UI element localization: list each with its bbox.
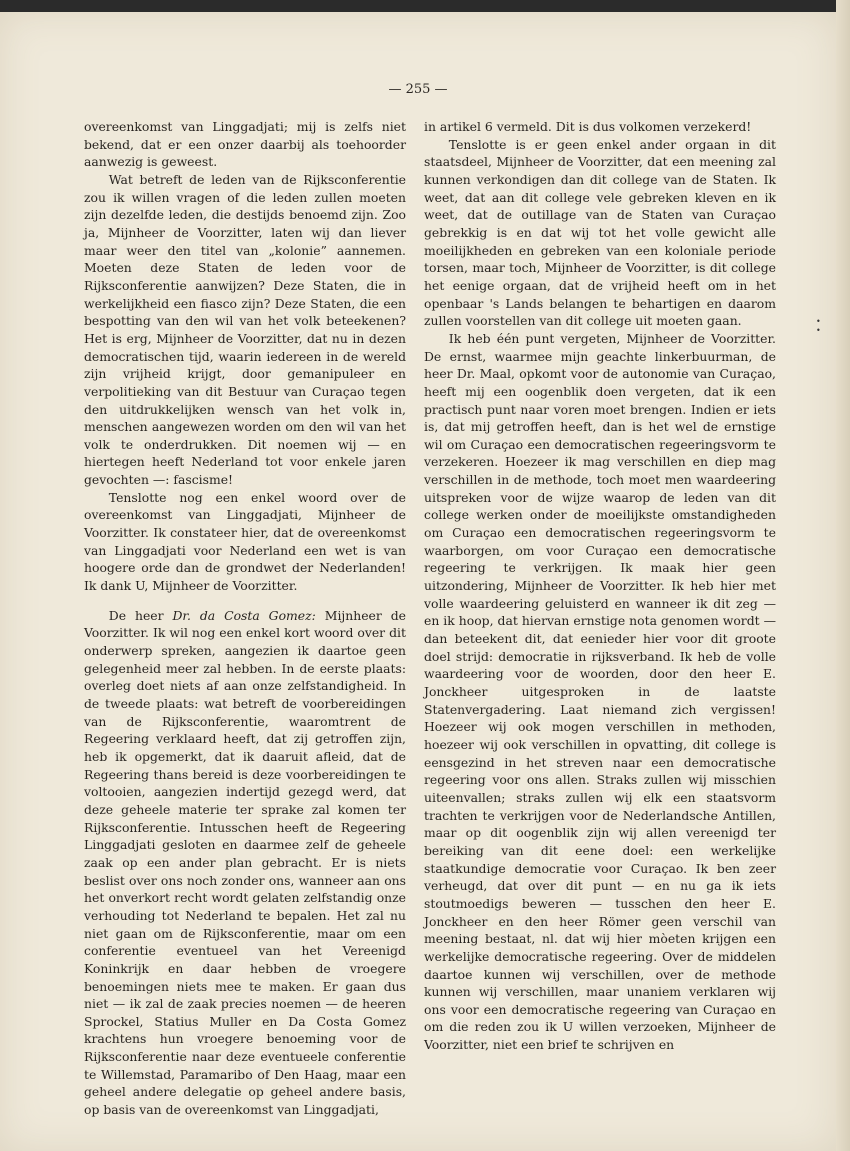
paragraph: Wat betreft de leden van de Rijksconferentie zou ik willen vragen of die leden zullen moeten zijn dezelfde leden, die destijds benoemd zijn. Zoo ja, Mijnheer de Voorzitter, laten wij dan liever maar weer den titel van „kolonie” aannemen. Moeten deze Staten de leden voor de Rijksconferentie aanwijzen? Deze Staten, die in werkelijkheid een fiasco zijn? Deze Staten, die een bespotting van den wil van het volk beteekenen? Het is erg, Mijnheer de Voorzitter, dat nu in dezen democratischen tijd, waarin iedereen in de wereld zijn vrijheid krijgt, door gemanipuleer en verpolitieking van dit Bestuur van Curaçao tegen den uitdrukkelijken wensch van het volk in, menschen aangewezen worden om den wil van het volk te onderdrukken. Dit noemen wij — en hiertegen heeft Nederland tot voor enkele jaren gevochten —: fascisme!: [84, 171, 406, 488]
right-column: [424, 118, 776, 1054]
paragraph: overeenkomst van Linggadjati; mij is zelfs niet bekend, dat er een onzer daarbij als toehoorder aanwezig is geweest.: [84, 119, 406, 170]
speaker-intro: De heer: [108, 607, 173, 623]
page-edge: [836, 0, 850, 1151]
paragraph: Ik heb één punt vergeten, Mijnheer de Voorzitter. De ernst, waarmee mijn geachte linkerbuurman, de heer Dr. Maal, opkomt voor de autonomie van Curaçao, heeft mij een oogenblik doen vergeten, dat ik een practisch punt naar voren moet brengen. Indien er iets is, dat mij getroffen heeft, dan is het wel de ernstige wil om Curaçao een democratischen regeeringsvorm te verzekeren. Hoezeer ik mag verschillen en diep mag verschillen in de methode, toch moet men waardeering uitspreken voor de wijze waarop de leden van dit college werken onder de moeilijkste omstandigheden om Curaçao een democratischen regeeringsvorm te waarborgen, om voor Curaçao een democratische regeering te verkrijgen. Ik maak hier geen uitzondering, Mijnheer de Voorzitter. Ik heb hier met volle waardeering geluisterd en wanneer ik dit zeg — en ik hoop, dat hiervan ernstige nota genomen wordt — dan beteekent dit, dat eenieder hier voor dit groote doel strijd: democratie in rijksverband. Ik heb de volle waardeering voor de woorden, door den heer E. Jonckheer uitgesproken in de laatste Statenvergadering. Laat niemand zich vergissen! Hoezeer wij ook mogen verschillen in methoden, hoezeer wij ook verschillen in opvatting, dit college is eensgezind in het streven naar een democratische regeering voor ons allen. Straks zullen wij misschien uiteenvallen; straks zullen wij elk een staatsvorm trachten te verkrijgen voor de Nederlandsche Antillen, maar op dit oogenblik zijn wij allen vereenigd ter bereiking van dit eene doel: een werkelijke staatkundige democratie voor Curaçao. Ik ben zeer verheugd, dat over dit punt — en nu ga ik iets stoutmoedigs beweren — tusschen den heer E. Jonckheer en den heer Römer geen verschil van meening bestaat, nl. dat wij hier mòeten krijgen een werkelijke democratische regeering. Over de middelen daartoe kunnen wij verschillen, over de methode kunnen wij verschillen, maar unaniem verklaren wij ons voor een democratische regeering van Curaçao en om die reden zou ik U willen verzoeken, Mijnheer de Voorzitter, niet een brief te schrijven en: [424, 330, 776, 1053]
left-column: [84, 118, 406, 1119]
document-page: [0, 12, 836, 1151]
speaker-text: Mijnheer de Voorzitter. Ik wil nog een enkel kort woord over dit onderwerp spreken, aangezien ik daartoe geen gelegenheid meer zal hebben. In de eerste plaats: overleg doet niets af aan onze zelfstandigheid. In de tweede plaats: wat betreft de voorbereidingen van de Rijksconferentie, waaromtrent de Regeering verklaard heeft, dat zij getroffen zijn, heb ik opgemerkt, dat ik daaruit afleid, dat de Regeering thans bereid is deze voorbereidingen te voltooien, aangezien indertijd gezegd werd, dat deze geheele materie ter sprake zal komen ter Rijksconferentie. Intusschen heeft de Regeering Linggadjati gesloten en daarmee zelf de geheele zaak op een ander plan gebracht. Er is niets beslist over ons noch zonder ons, wanneer aan ons het onverkort recht wordt gelaten zelfstandig onze verhouding tot Nederland te bepalen. Het zal nu niet gaan om de Rijksconferentie, maar om een conferentie eventueel van het Vereenigd Koninkrijk en daar hebben de vroegere benoemingen niets mee te maken. Er gaan dus niet — ik zal de zaak precies noemen — de heeren Sprockel, Statius Muller en Da Costa Gomez krachtens hun vroegere benoeming voor de Rijksconferentie naar deze eventueele conferentie te Willemstad, Paramaribo of Den Haag, maar een geheel andere delegatie op geheel andere basis, op basis van de overeenkomst van Linggadjati,: [84, 607, 406, 1118]
margin-dots: • •: [816, 317, 827, 335]
paragraph: Tenslotte is er geen enkel ander orgaan in dit staatsdeel, Mijnheer de Voorzitter, dat een meening zal kunnen verkondigen dan dit college van de Staten. Ik weet, dat aan dit college vele gebreken kleven en ik weet, dat de outillage van de Staten van Curaçao gebrekkig is en dat wij tot het volle gewicht alle moeilijkheden en gebreken van een koloniale periode torsen, maar toch, Mijnheer de Voorzitter, is dit college het eenige orgaan, dat de vrijheid heeft om in het openbaar 's Lands belangen te behartigen en daarom zullen voorstellen van dit college uit moeten gaan.: [424, 136, 776, 329]
page-number: — 255 —: [388, 82, 448, 97]
paragraph: Tenslotte nog een enkel woord over de overeenkomst van Linggadjati, Mijnheer de Voorzitter. Ik constateer hier, dat de overeenkomst van Linggadjati voor Nederland een wet is van hoogere orde dan de grondwet der Nederlanden! Ik dank U, Mijnheer de Voorzitter.: [84, 489, 406, 594]
speaker-paragraph: [84, 607, 406, 1119]
speaker-name: Dr. da Costa Gomez:: [172, 607, 316, 623]
paragraph: in artikel 6 vermeld. Dit is dus volkomen verzekerd!: [424, 119, 752, 134]
